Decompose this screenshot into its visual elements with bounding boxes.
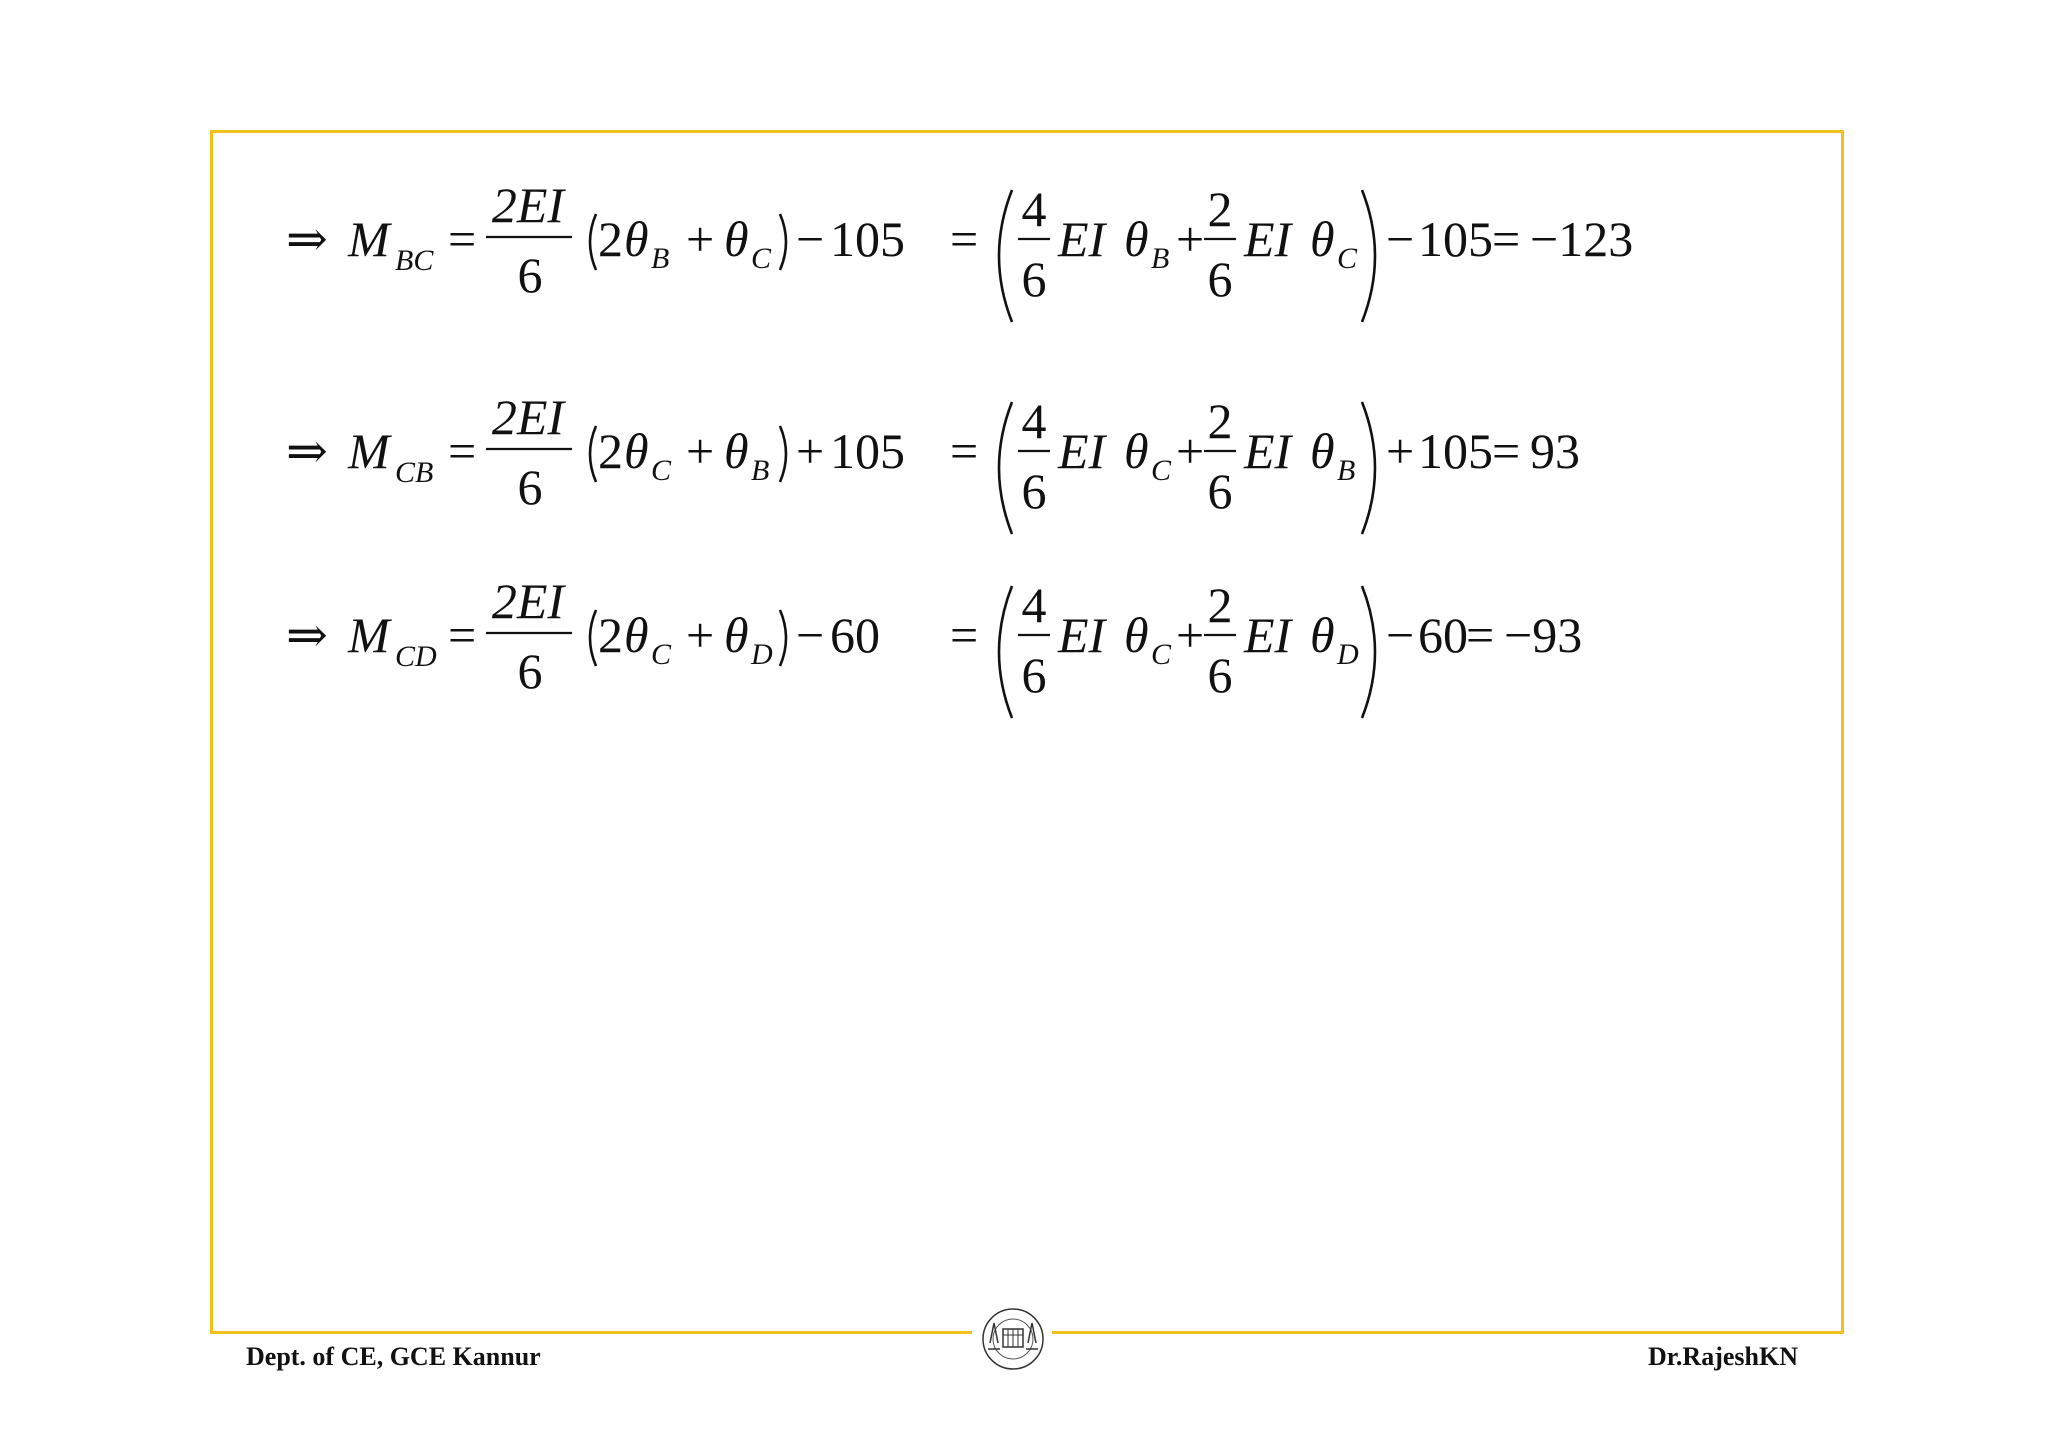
equals-sign: = (448, 211, 477, 267)
left-paren (590, 610, 596, 666)
big-left-paren (999, 402, 1012, 534)
big-right-paren (1362, 402, 1375, 534)
fem-sign: − (1386, 607, 1415, 663)
plus-sign: + (686, 423, 715, 479)
fraction-denominator: 6 (1207, 251, 1233, 307)
equals-sign: = (950, 607, 979, 663)
big-right-paren (1362, 190, 1375, 322)
theta-symbol: θ (1310, 423, 1335, 479)
equals-sign: = (448, 423, 477, 479)
right-paren (780, 214, 786, 270)
fem-value: 105 (830, 423, 905, 479)
plus-sign: + (686, 607, 715, 663)
footer-department: Dept. of CE, GCE Kannur (246, 1342, 541, 1371)
ei-symbol: EI (1058, 607, 1106, 663)
theta-symbol: θ (1124, 607, 1149, 663)
ei-symbol: EI (1058, 423, 1106, 479)
theta-subscript: D (751, 638, 773, 671)
theta-symbol: θ (624, 423, 649, 479)
theta-symbol: θ (724, 211, 749, 267)
fraction-numerator: 2EI (491, 389, 565, 445)
implies-symbol: ⇒ (286, 607, 328, 663)
theta-symbol: θ (724, 607, 749, 663)
plus-sign: + (1176, 211, 1205, 267)
theta-subscript: C (1151, 454, 1172, 487)
right-paren (780, 610, 786, 666)
equals-sign: = (950, 211, 979, 267)
implies-symbol: ⇒ (286, 423, 328, 479)
fraction-denominator: 6 (517, 247, 543, 303)
plus-sign: + (686, 211, 715, 267)
theta-symbol: θ (1124, 211, 1149, 267)
fraction-numerator: 2 (1207, 577, 1233, 633)
fem-value: 105 (830, 211, 905, 267)
theta-subscript: C (651, 454, 672, 487)
fraction-denominator: 6 (1207, 463, 1233, 519)
theta-subscript: D (1337, 638, 1359, 671)
coefficient-two: 2 (598, 607, 623, 663)
theta-symbol: θ (1310, 607, 1335, 663)
fem-value: 105 (1418, 211, 1493, 267)
left-paren (590, 426, 596, 482)
fraction-numerator: 2EI (491, 573, 565, 629)
fraction-numerator: 4 (1021, 181, 1047, 237)
theta-subscript: B (1151, 242, 1170, 275)
fem-sign: − (1386, 211, 1415, 267)
ei-symbol: EI (1058, 211, 1106, 267)
fraction-numerator: 4 (1021, 393, 1047, 449)
ei-symbol: EI (1244, 607, 1292, 663)
theta-subscript: B (751, 454, 770, 487)
theta-subscript: C (1337, 242, 1358, 275)
equals-sign: = (950, 423, 979, 479)
fem-value: 60 (1418, 607, 1468, 663)
moment-subscript: CD (395, 640, 437, 673)
left-paren (590, 214, 596, 270)
theta-subscript: C (751, 242, 772, 275)
fraction-numerator: 2 (1207, 181, 1233, 237)
big-right-paren (1362, 586, 1375, 718)
fraction-numerator: 4 (1021, 577, 1047, 633)
theta-subscript: B (651, 242, 670, 275)
coefficient-two: 2 (598, 423, 623, 479)
ei-symbol: EI (1244, 423, 1292, 479)
coefficient-two: 2 (598, 211, 623, 267)
theta-subscript: C (1151, 638, 1172, 671)
theta-symbol: θ (624, 607, 649, 663)
fraction-denominator: 6 (1021, 647, 1047, 703)
college-emblem-icon (978, 1303, 1048, 1379)
fraction-denominator: 6 (1207, 647, 1233, 703)
implies-symbol: ⇒ (286, 211, 328, 267)
theta-symbol: θ (1124, 423, 1149, 479)
moment-symbol: M (348, 607, 390, 663)
equals-sign: = (1466, 607, 1495, 663)
theta-subscript: C (651, 638, 672, 671)
moment-symbol: M (348, 211, 390, 267)
fem-sign: − (796, 211, 825, 267)
result-value: −123 (1530, 211, 1634, 267)
moment-subscript: CB (395, 456, 434, 489)
big-left-paren (999, 586, 1012, 718)
result-value: −93 (1504, 607, 1583, 663)
big-left-paren (999, 190, 1012, 322)
fem-value: 105 (1418, 423, 1493, 479)
equals-sign: = (1492, 211, 1521, 267)
fem-sign: + (796, 423, 825, 479)
fraction-numerator: 2 (1207, 393, 1233, 449)
fraction-denominator: 6 (1021, 251, 1047, 307)
fraction-denominator: 6 (1021, 463, 1047, 519)
right-paren (780, 426, 786, 482)
fem-sign: − (796, 607, 825, 663)
fem-sign: + (1386, 423, 1415, 479)
theta-subscript: B (1337, 454, 1356, 487)
ei-symbol: EI (1244, 211, 1292, 267)
theta-symbol: θ (624, 211, 649, 267)
fraction-denominator: 6 (517, 459, 543, 515)
moment-subscript: BC (395, 244, 434, 277)
theta-symbol: θ (724, 423, 749, 479)
theta-symbol: θ (1310, 211, 1335, 267)
plus-sign: + (1176, 607, 1205, 663)
fraction-denominator: 6 (517, 643, 543, 699)
equation-mcb (286, 389, 1580, 534)
equals-sign: = (448, 607, 477, 663)
moment-symbol: M (348, 423, 390, 479)
footer-author: Dr.RajeshKN (1648, 1342, 1798, 1371)
fraction-numerator: 2EI (491, 177, 565, 233)
result-value: 93 (1530, 423, 1580, 479)
equation-mcd (286, 573, 1582, 718)
equation-mbc (286, 177, 1633, 322)
fem-value: 60 (830, 607, 880, 663)
plus-sign: + (1176, 423, 1205, 479)
equals-sign: = (1492, 423, 1521, 479)
